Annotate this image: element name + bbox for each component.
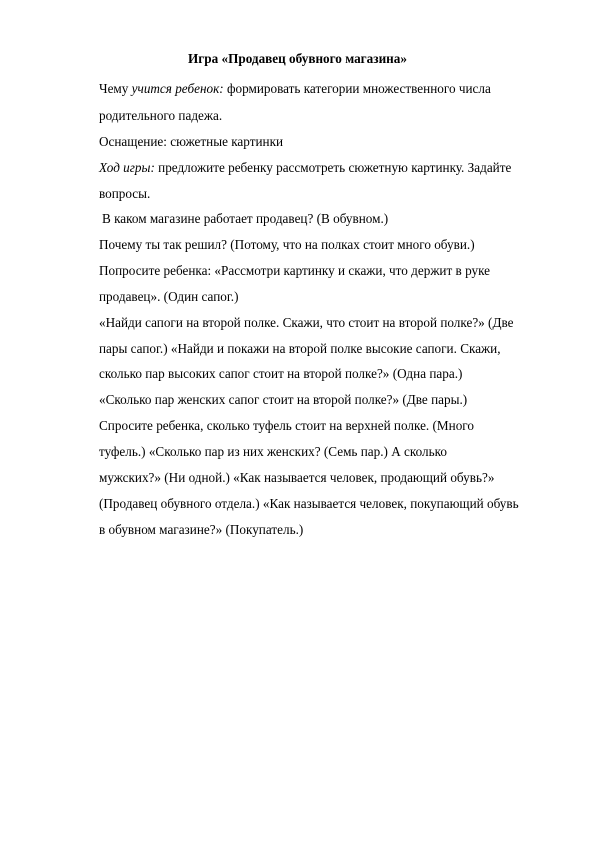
text-line-4 bbox=[99, 158, 511, 178]
text-line-1-rest: формировать категории множественного числа bbox=[223, 81, 491, 96]
document-title: Игра «Продавец обувного магазина» bbox=[188, 51, 407, 66]
text-line-1-italic: учится ребенок: bbox=[131, 81, 224, 96]
text-line-1 bbox=[99, 79, 491, 99]
text-line-15: туфель.) «Сколько пар из них женских? (Семь пар.) А сколько bbox=[99, 444, 447, 459]
text-line-6: В каком магазине работает продавец? (В обувном.) bbox=[102, 211, 389, 226]
text-line-12: сколько пар высоких сапог стоит на второй полке?» (Одна пара.) bbox=[99, 366, 463, 381]
text-line-4-italic: Ход игры: bbox=[99, 160, 155, 175]
text-line-7: Почему ты так решил? (Потому, что на полках стоит много обуви.) bbox=[99, 237, 475, 252]
text-line-5: вопросы. bbox=[99, 186, 151, 201]
text-line-16: мужских?» (Ни одной.) «Как называется человек, продающий обувь?» bbox=[99, 470, 495, 485]
text-line-17: (Продавец обувного отдела.) «Как называется человек, покупающий обувь bbox=[99, 496, 519, 511]
text-line-14: Спросите ребенка, сколько туфель стоит на верхней полке. (Много bbox=[99, 418, 474, 433]
text-line-18: в обувном магазине?» (Покупатель.) bbox=[99, 522, 304, 537]
text-line-9: продавец». (Один сапог.) bbox=[99, 289, 239, 304]
text-line-3: Оснащение: сюжетные картинки bbox=[99, 134, 284, 149]
text-line-10: «Найди сапоги на второй полке. Скажи, что стоит на второй полке?» (Две bbox=[99, 315, 514, 330]
text-line-4-rest: предложите ребенку рассмотреть сюжетную картинку. Задайте bbox=[154, 160, 512, 175]
text-line-1-prefix: Чему bbox=[99, 81, 132, 96]
text-line-13: «Сколько пар женских сапог стоит на второй полке?» (Две пары.) bbox=[99, 392, 468, 407]
text-line-11: пары сапог.) «Найди и покажи на второй полке высокие сапоги. Скажи, bbox=[99, 341, 501, 356]
text-line-2: родительного падежа. bbox=[99, 108, 223, 123]
text-line-8: Попросите ребенка: «Рассмотри картинку и скажи, что держит в руке bbox=[99, 263, 491, 278]
